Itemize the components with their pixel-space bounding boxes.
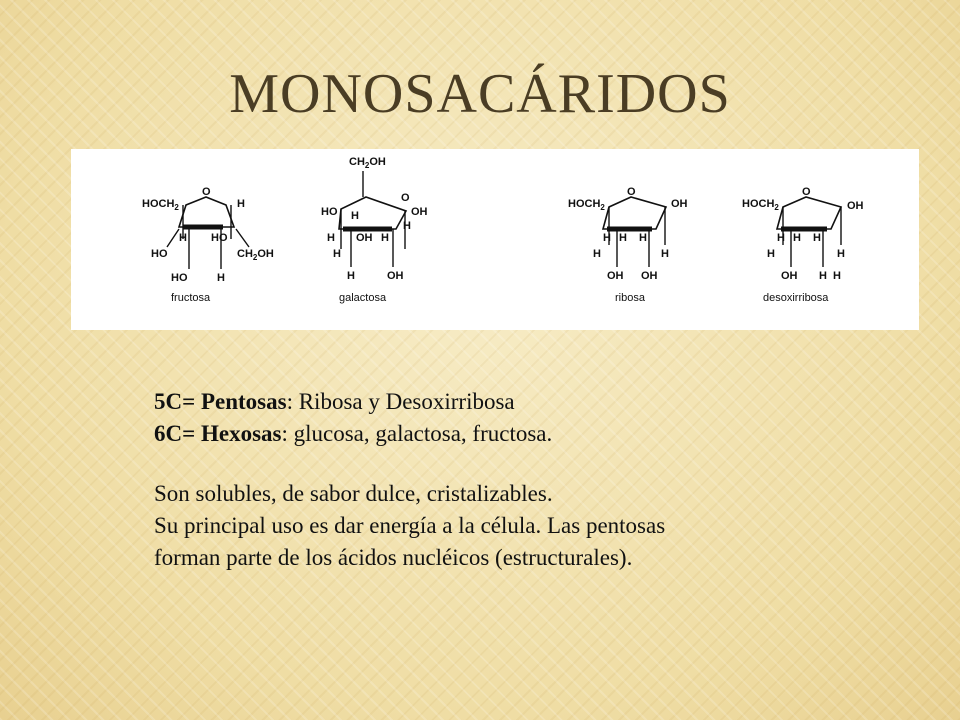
fructosa-label-h: H xyxy=(179,232,187,244)
ribosa-label-h: H xyxy=(619,232,627,244)
desoxirribosa-label-o: O xyxy=(802,186,811,198)
desoxirribosa-label-h: H xyxy=(777,232,785,244)
desoxirribosa-label-h: H xyxy=(813,232,821,244)
desoxirribosa-label-hoch2: $HOCH_2$ xyxy=(742,198,779,212)
galactosa-caption: galactosa xyxy=(339,292,387,304)
hexosas-desc: : glucosa, galactosa, fructosa. xyxy=(281,421,553,446)
desoxirribosa-label-h: H xyxy=(793,232,801,244)
galactosa-label-h: H xyxy=(347,270,355,282)
desoxirribosa-label-h: H xyxy=(837,248,845,260)
galactosa-label-h: H xyxy=(381,232,389,244)
desoxirribosa-label-h: H xyxy=(767,248,775,260)
ribosa-label-h: H xyxy=(639,232,647,244)
function-line-1: Su principal uso es dar energía a la célula. Las pentosas xyxy=(154,513,666,538)
properties-line: Son solubles, de sabor dulce, cristalizables. xyxy=(154,481,553,506)
ribosa-label-h: H xyxy=(593,248,601,260)
desoxirribosa-structure xyxy=(742,186,864,304)
fructosa-caption: fructosa xyxy=(171,292,211,304)
hexosas-line xyxy=(154,418,914,450)
fructosa-structure xyxy=(142,186,274,304)
desoxirribosa-label-h: H xyxy=(833,270,841,282)
ribosa-label-oh: OH xyxy=(671,198,688,210)
fructosa-label-o: O xyxy=(202,186,211,198)
fructosa-label-ho: HO xyxy=(211,232,228,244)
ribosa-label-h: H xyxy=(603,232,611,244)
galactosa-structure xyxy=(321,156,428,304)
ribosa-structure xyxy=(568,186,688,304)
desoxirribosa-label-oh: OH xyxy=(847,200,864,212)
function-line-2: forman parte de los ácidos nucléicos (estructurales). xyxy=(154,545,633,570)
desoxirribosa-label-h: H xyxy=(819,270,827,282)
ribosa-label-o: O xyxy=(627,186,636,198)
slide-title: MONOSACÁRIDOS xyxy=(229,63,731,125)
pentosas-term: 5C= Pentosas xyxy=(154,389,287,414)
galactosa-label-h: H xyxy=(333,248,341,260)
fructosa-label-ho: HO xyxy=(151,248,168,260)
monosaccharide-structures-diagram xyxy=(71,149,919,330)
ribosa-label-oh: OH xyxy=(607,270,624,282)
spacer xyxy=(154,450,914,478)
desoxirribosa-caption: desoxirribosa xyxy=(763,292,829,304)
ribosa-caption: ribosa xyxy=(615,292,645,304)
galactosa-label-oh: OH xyxy=(411,206,428,218)
pentosas-desc: : Ribosa y Desoxirribosa xyxy=(286,389,515,414)
hexosas-term: 6C= Hexosas xyxy=(154,421,282,446)
structures-panel xyxy=(71,149,919,330)
galactosa-label-ho: HO xyxy=(321,206,338,218)
fructosa-label-h: H xyxy=(217,272,225,284)
ribosa-label-hoch2: $HOCH_2$ xyxy=(568,198,605,212)
fructosa-label-hoch2: $HOCH_2$ xyxy=(142,198,179,212)
fructosa-label-h: H xyxy=(237,198,245,210)
ribosa-label-h: H xyxy=(661,248,669,260)
galactosa-label-h: H xyxy=(403,220,411,232)
galactosa-label-oh: OH xyxy=(387,270,404,282)
galactosa-label-o: O xyxy=(401,192,410,204)
pentosas-line xyxy=(154,386,914,418)
fructosa-label-ho: HO xyxy=(171,272,188,284)
ribosa-label-oh: OH xyxy=(641,270,658,282)
galactosa-label-ch2oh: $CH_2OH$ xyxy=(349,156,386,170)
desoxirribosa-label-oh: OH xyxy=(781,270,798,282)
galactosa-label-h: H xyxy=(327,232,335,244)
galactosa-label-oh: OH xyxy=(356,232,373,244)
galactosa-label-h: H xyxy=(351,210,359,222)
fructosa-label-ch2oh: $CH_2OH$ xyxy=(237,248,274,262)
body-text xyxy=(154,386,914,574)
